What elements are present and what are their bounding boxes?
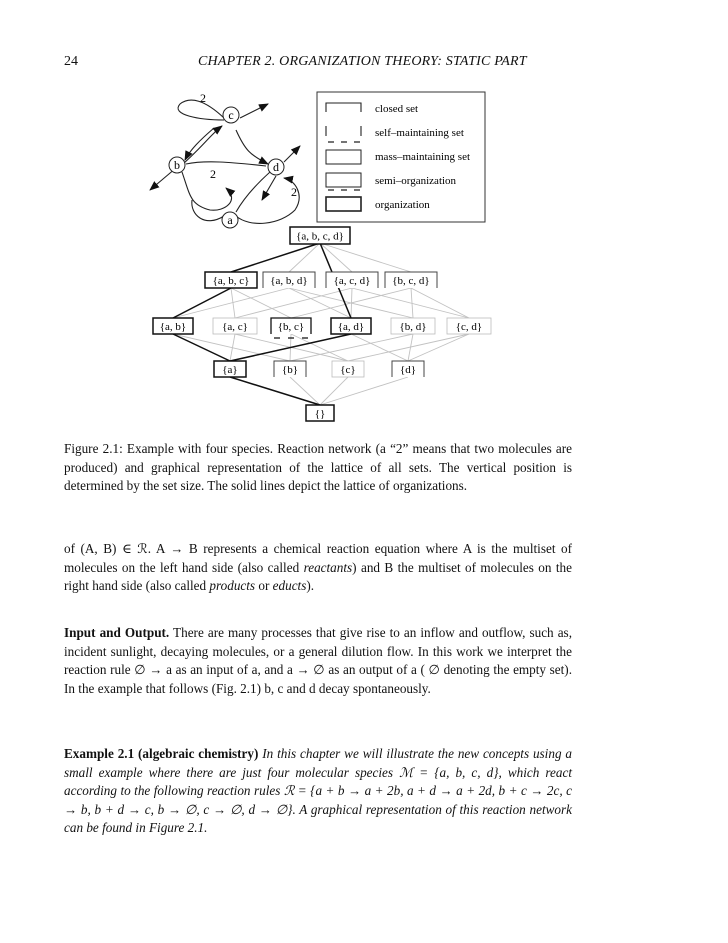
lattice-node-label: {c, d} (455, 321, 483, 333)
network-edge (236, 178, 299, 223)
text-run: of (A, B) ∈ ℛ. A → B represents a chemical reaction equation where A is the multiset of molecules on the left hand side (also called (64, 541, 572, 575)
example-heading: Example 2.1 (algebraic chemistry) (64, 746, 259, 761)
lattice-node-label: {a, b, d} (270, 275, 308, 287)
legend (317, 92, 485, 222)
multiplicity-label: 2 (291, 185, 297, 199)
lattice-node-label: {b} (281, 364, 299, 376)
paragraph-text: There are many processes that give rise to an inflow and outflow, such as, incident sunlight, decaying molecules, or a general dilution flow. In this work we interpret the reaction rule ∅ → a as an input of a, and a → ∅ as an output of a ( ∅ denoting the empty set). In the example that follows (Fig. 2.1) b, c and d decay spontaneously. (64, 625, 572, 696)
lattice-node-label: {b, d} (399, 321, 427, 333)
network-edge (182, 172, 232, 210)
lattice-node-label: {c} (340, 364, 356, 376)
paragraph-input-output (64, 624, 572, 698)
legend-label: semi–organization (375, 175, 457, 187)
lattice-nodes (153, 227, 491, 421)
example-2-1 (64, 745, 572, 838)
lattice-node-label: {b, c, d} (392, 275, 430, 287)
emphasis-reactants: reactants (303, 559, 353, 575)
species-label-c: c (228, 108, 234, 122)
network-edge (186, 162, 266, 166)
lattice-node-label: {a, d} (337, 321, 365, 333)
multiplicity-label: 2 (210, 167, 216, 181)
lattice-node-label: {} (314, 408, 326, 420)
lattice-node-label: {a, c} (222, 321, 248, 333)
species-label-d: d (273, 160, 279, 174)
caption-text: Example with four species. Reaction network (a “2” means that two molecules are produced) and graphical representation of the lattice of all sets. The vertical position is determined by the set size. The solid lines depict the lattice of organizations. (64, 441, 572, 493)
paragraph-reaction-definition (64, 540, 572, 596)
caption-label: Figure 2.1: (64, 441, 123, 456)
network-edge (236, 172, 270, 212)
running-header: CHAPTER 2. ORGANIZATION THEORY: STATIC PART (198, 54, 527, 69)
network-edge (284, 146, 300, 162)
lattice-node-label: {b, c} (277, 321, 305, 333)
legend-label: closed set (375, 103, 419, 115)
lattice-node-label: {a} (222, 364, 238, 376)
species-label-a: a (227, 213, 233, 227)
figure-2-1 (0, 0, 728, 440)
network-edge (240, 104, 268, 118)
lattice-edges-organization (173, 243, 351, 405)
lattice-node-label: {a, b, c, d} (296, 230, 344, 243)
network-edge (236, 130, 268, 164)
legend-label: organization (375, 199, 430, 211)
legend-label: mass–maintaining set (375, 151, 471, 163)
legend-label: self–maintaining set (375, 127, 464, 139)
lattice-node-label: {a, b} (159, 321, 187, 333)
paragraph-heading: Input and Output. (64, 625, 170, 640)
species-label-b: b (174, 158, 180, 172)
network-edge (185, 128, 214, 160)
example-text: In this chapter we will illustrate the new concepts using a small example where there are just four molecular species ℳ = {a, b, c, d}, which react according to the following reaction rules ℛ = {a + b → a + 2b, a + d → a + 2d, b + c → 2c, c → b, b + d → c, b → ∅, c → ∅, d → ∅}. A graphical representation of this reaction network can be found in Figure 2.1. (64, 746, 572, 835)
emphasis-educts: educts (272, 578, 307, 593)
page-number: 24 (64, 54, 78, 69)
text-run: ). (306, 578, 315, 593)
lattice-node-label: {a, c, d} (333, 275, 371, 287)
lattice-node-label: {a, b, c} (212, 275, 250, 287)
network-edge (192, 200, 224, 221)
text-run: or (255, 578, 273, 593)
figure-caption (64, 440, 572, 496)
network-edge (262, 176, 276, 200)
emphasis-products: products (209, 578, 256, 593)
lattice-node-label: {d} (399, 364, 417, 376)
text-run: ) and B the multiset of molecules on the right hand side (also called (64, 559, 572, 593)
multiplicity-label: 2 (200, 91, 206, 105)
